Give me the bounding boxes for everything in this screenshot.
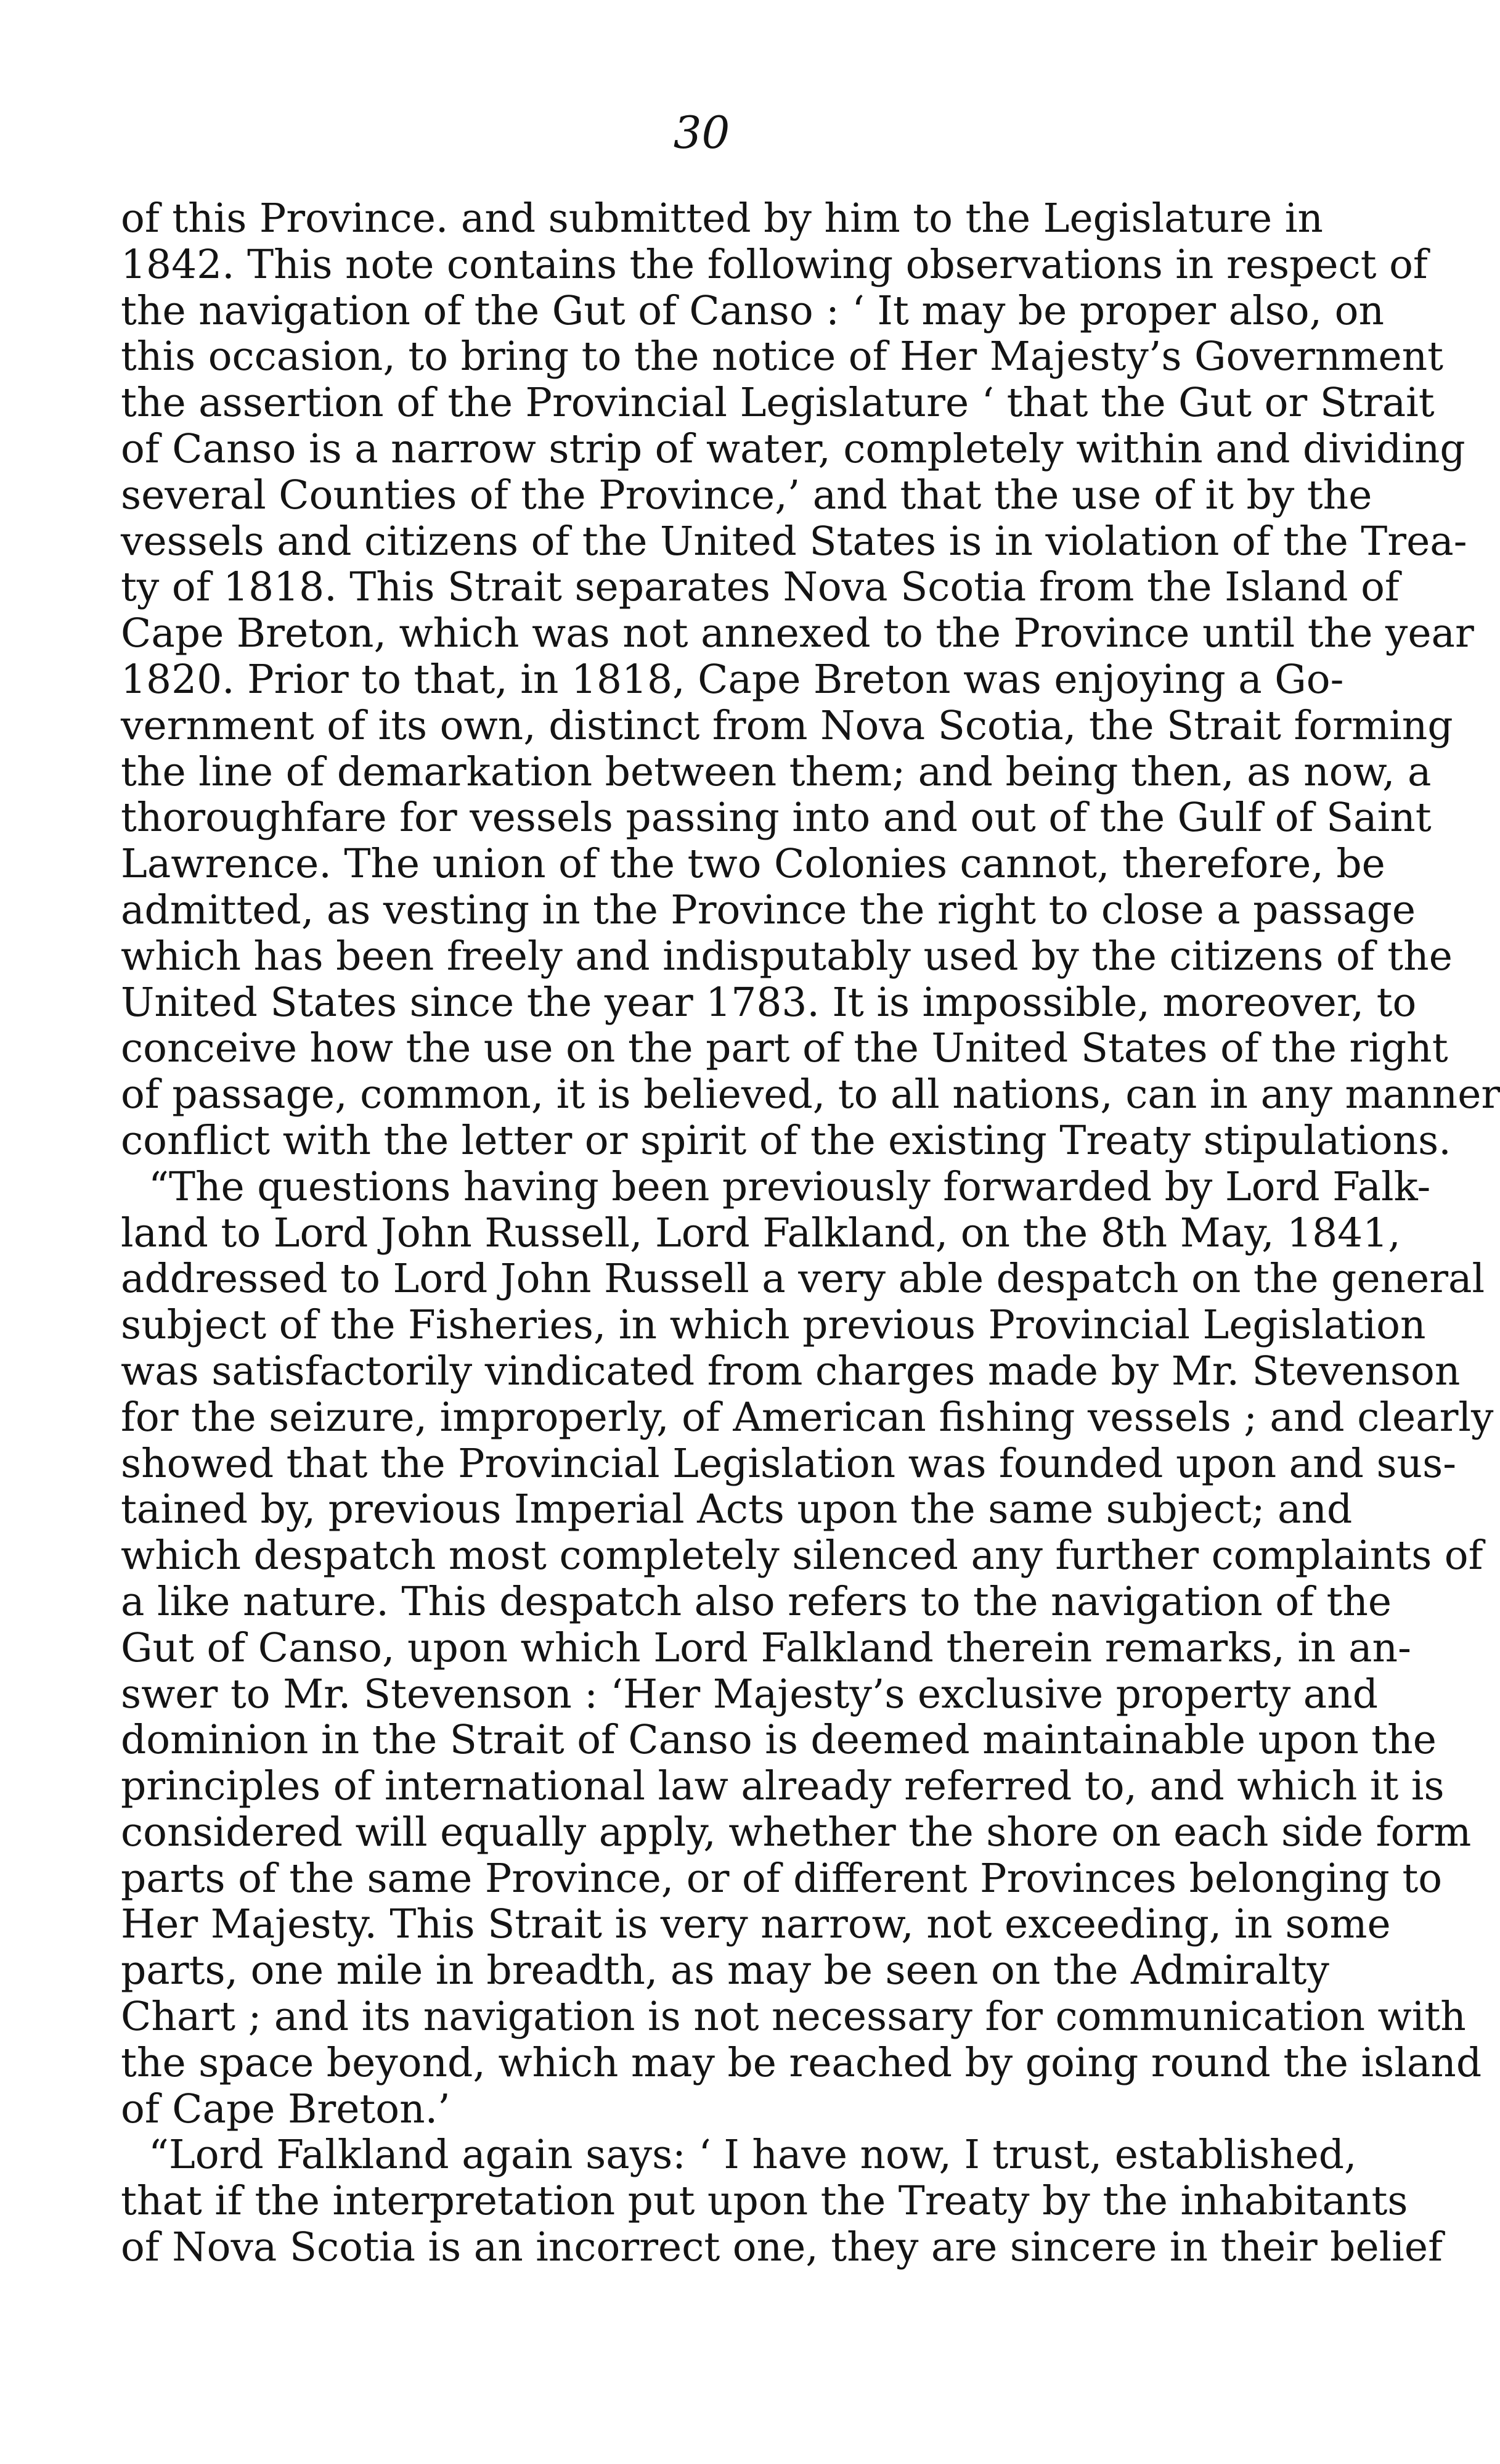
text-line: swer to Mr. Stevenson : ‘Her Majesty’s exclusive property and [121,1671,1379,1717]
text-line: for the seizure, improperly, of American fishing vessels ; and clearly [121,1394,1494,1441]
text-line: subject of the Fisheries, in which previous Provincial Legislation [121,1302,1426,1349]
text-line: dominion in the Strait of Canso is deemed maintainable upon the [121,1717,1437,1764]
text-line: thoroughfare for vessels passing into and out of the Gulf of Saint [121,795,1432,841]
text-line: the space beyond, which may be reached by going round the island [121,2039,1482,2086]
text-line: addressed to Lord John Russell a very able despatch on the general [121,1256,1485,1303]
text-line: a like nature. This despatch also refers to the navigation of the [121,1578,1392,1625]
text-line: “The questions having been previously forwarded by Lord Falk- [149,1163,1431,1210]
paragraph-gut-of-canso-note [121,195,1500,1164]
text-line: of Cape Breton.’ [121,2085,450,2132]
body-text [121,195,1500,2271]
text-line: Chart ; and its navigation is not necessary for communication with [121,1994,1466,2040]
text-line: which despatch most completely silenced any further complaints of [121,1533,1483,1579]
text-line: that if the interpretation put upon the Treaty by the inhabitants [121,2178,1408,2225]
text-line: was satisfactorily vindicated from charges made by Mr. Stevenson [121,1348,1461,1394]
text-line: conceive how the use on the part of the United States of the right [121,1025,1448,1072]
text-line: Gut of Canso, upon which Lord Falkland therein remarks, in an- [121,1624,1411,1671]
text-line: principles of international law already referred to, and which it is [121,1763,1445,1810]
text-line: considered will equally apply, whether the shore on each side form [121,1809,1472,1856]
text-line: Her Majesty. This Strait is very narrow, not exceeding, in some [121,1901,1391,1948]
text-line: Lawrence. The union of the two Colonies cannot, therefore, be [121,841,1385,888]
text-line: of this Province. and submitted by him to the Legislature in [121,195,1323,242]
text-line: vessels and citizens of the United States is in violation of the Trea- [121,518,1467,565]
text-line: the navigation of the Gut of Canso : ‘ It may be proper also, on [121,287,1384,334]
text-line: ty of 1818. This Strait separates Nova Scotia from the Island of [121,564,1400,611]
text-line: Cape Breton, which was not annexed to the Province until the year [121,610,1474,657]
text-line: tained by, previous Imperial Acts upon the same subject; and [121,1486,1353,1533]
text-line: 1820. Prior to that, in 1818, Cape Breton was enjoying a Go- [121,656,1344,703]
text-line: of Canso is a narrow strip of water, completely within and dividing [121,425,1465,472]
text-line: conflict with the letter or spirit of the existing Treaty stipulations. [121,1117,1451,1164]
text-line: showed that the Provincial Legislation was founded upon and sus- [121,1440,1456,1487]
text-line: 1842. This note contains the following observations in respect of [121,241,1428,288]
text-line: United States since the year 1783. It is impossible, moreover, to [121,979,1417,1026]
text-line: land to Lord John Russell, Lord Falkland, on the 8th May, 1841, [121,1209,1401,1256]
text-line: parts, one mile in breadth, as may be seen on the Admiralty [121,1947,1329,1994]
text-line: this occasion, to bring to the notice of Her Majesty’s Government [121,334,1444,380]
text-line: admitted, as vesting in the Province the right to close a passage [121,886,1416,933]
text-line: the assertion of the Provincial Legislature ‘ that the Gut or Strait [121,380,1435,427]
page-number: 30 [673,107,730,158]
text-line: of Nova Scotia is an incorrect one, they are sincere in their belief [121,2224,1443,2271]
text-line: parts of the same Province, or of different Provinces belonging to [121,1855,1443,1902]
text-line: vernment of its own, distinct from Nova Scotia, the Strait forming [121,702,1453,749]
paragraph-falkland-again [121,2132,1443,2271]
text-line: of passage, common, it is believed, to all nations, can in any manner [121,1071,1500,1118]
paragraph-falkland-despatch [121,1163,1494,2133]
text-line: several Counties of the Province,’ and that the use of it by the [121,472,1372,518]
text-line: the line of demarkation between them; and being then, as now, a [121,748,1432,795]
text-line: “Lord Falkland again says: ‘ I have now, I trust, established, [149,2132,1357,2179]
text-line: which has been freely and indisputably used by the citizens of the [121,933,1453,980]
